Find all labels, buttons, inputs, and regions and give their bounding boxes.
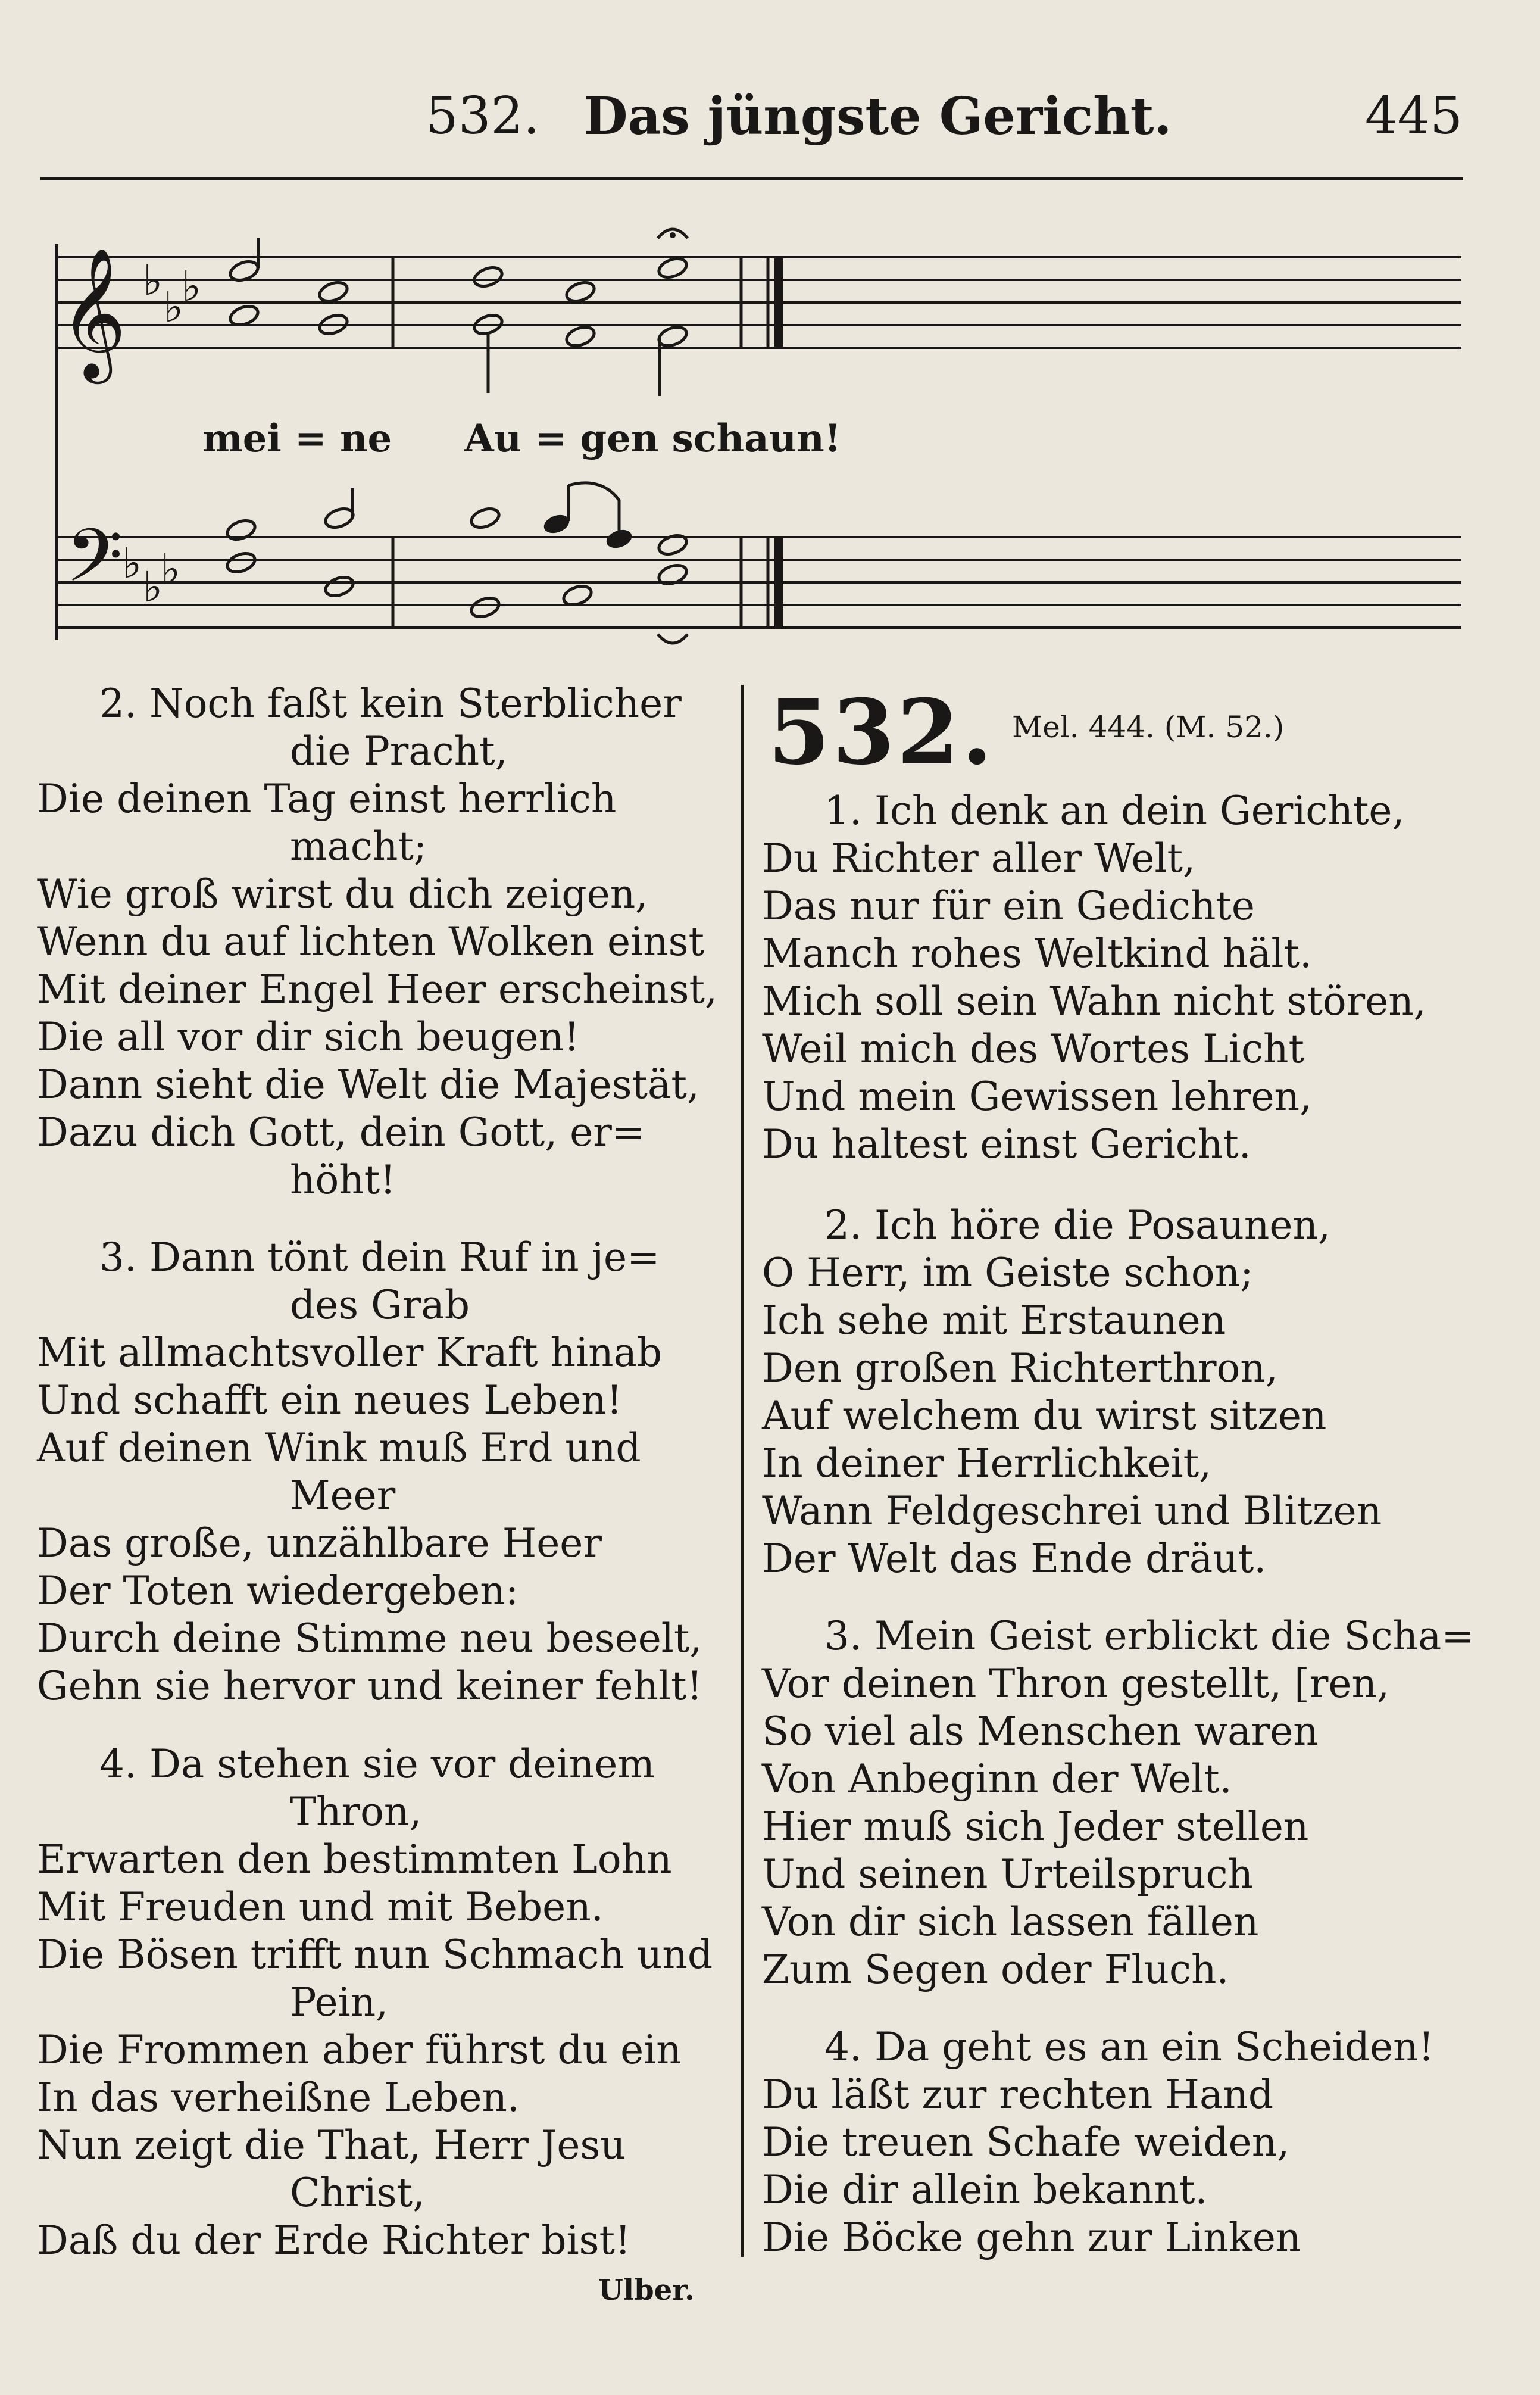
svg-text:♭: ♭ — [143, 256, 163, 305]
lyric-syllables-1: mei = ne — [202, 416, 392, 461]
column-divider — [741, 685, 744, 2257]
bass-clef-icon: 𝄢 — [65, 513, 123, 617]
author-credit: Ulber. — [598, 2274, 695, 2307]
right-stanza-1: 1. Ich denk an dein Gerichte, Du Richter aller Welt, Das nur für ein Gedichte Manch rohes Weltkind hält. Mich soll sein Wahn nicht stören, Weil mich des Wortes Licht Und mein Gewissen lehren, Du haltest einst Gericht. — [762, 788, 1426, 1167]
melody-reference: Mel. 444. (M. 52.) — [1012, 710, 1285, 744]
left-stanza-2: 2. Noch faßt kein Sterblicher die Pracht, Die deinen Tag einst herrlich macht; Wie groß wirst du dich zeigen, Wenn du auf lichten Wolken einst Mit deiner Engel Heer erscheinst, Die all vor dir sich beugen! Dann sieht die Welt die Majestät, Dazu dich Gott, dein Gott, er= höht! — [37, 681, 717, 1203]
svg-text:♭: ♭ — [182, 262, 202, 311]
key-signature — [122, 256, 201, 612]
lyric-syllables-2: Au = gen schaun! — [464, 416, 841, 461]
treble-clef-icon: 𝄞 — [60, 247, 127, 378]
right-stanza-4: 4. Da geht es an ein Scheiden! Du läßt zur rechten Hand Die treuen Schafe weiden, Die dir allein bekannt. Die Böcke gehn zur Linken — [762, 2024, 1435, 2260]
music-score — [0, 0, 1540, 655]
right-stanza-2: 2. Ich höre die Posaunen, O Herr, im Geiste schon; Ich sehe mit Erstaunen Den großen Richterthron, Auf welchem du wirst sitzen In deiner Herrlichkeit, Wann Feldgeschrei und Blitzen Der Welt das Ende dräut. — [762, 1202, 1382, 1582]
left-stanza-4: 4. Da stehen sie vor deinem Thron, Erwarten den bestimmten Lohn Mit Freuden und mit Beben. Die Bösen trifft nun Schmach und Pein, Die Frommen aber führst du ein In das verheißne Leben. Nun zeigt die That, Herr Jesu Christ, Daß du der Erde Richter bist! — [37, 1741, 713, 2263]
treble-notes — [228, 229, 689, 396]
bass-staff — [57, 537, 1461, 628]
treble-staff — [57, 257, 1461, 348]
left-stanza-3: 3. Dann tönt dein Ruf in je= des Grab Mit allmachtsvoller Kraft hinab Und schafft ein neues Leben! Auf deinen Wink muß Erd und Meer Das große, unzählbare Heer Der Toten wiedergeben: Durch deine Stimme neu beseelt, Gehn sie hervor und keiner fehlt! — [37, 1234, 703, 1709]
page-title: Das jüngste Gericht. — [583, 86, 1172, 146]
right-stanza-3: 3. Mein Geist erblickt die Scha= Vor deinen Thron gestellt, [ren, So viel als Menschen waren Von Anbeginn der Welt. Hier muß sich Jeder stellen Und seinen Urteilspruch Von dir sich lassen fällen Zum Segen oder Fluch. — [762, 1613, 1475, 1992]
svg-text:♭: ♭ — [161, 545, 181, 594]
hymn-number: 532. — [768, 680, 995, 785]
fermata-dot — [670, 232, 676, 238]
hymn-number-header: 532. — [426, 86, 540, 146]
svg-text:♭: ♭ — [122, 539, 142, 588]
page-number: 445 — [1364, 86, 1463, 146]
svg-text:♭: ♭ — [164, 283, 184, 332]
svg-text:♭: ♭ — [143, 563, 163, 612]
